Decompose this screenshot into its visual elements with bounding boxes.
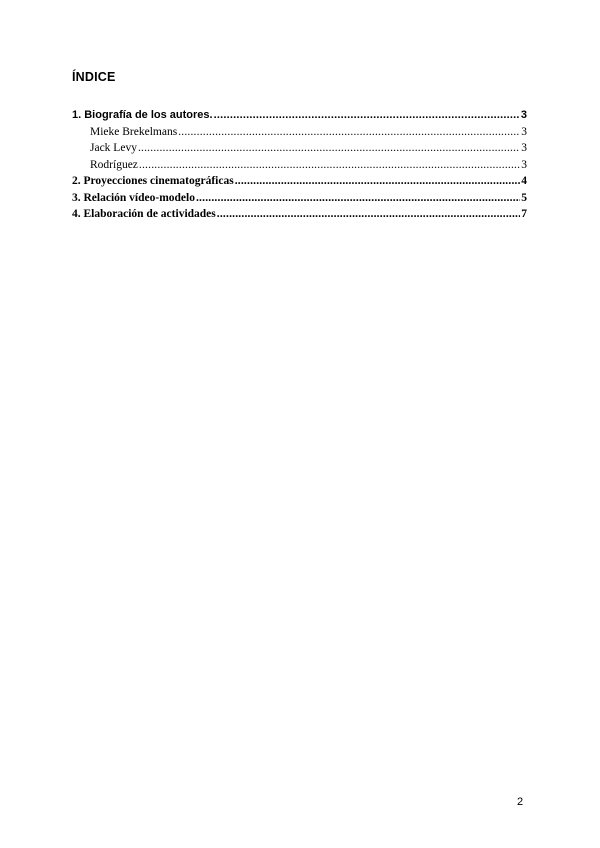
toc-entry-biografia[interactable] (72, 107, 527, 124)
toc-entry-title: 3. Relación vídeo-modelo (72, 191, 195, 204)
toc-heading: ÍNDICE (72, 70, 116, 84)
toc-entry-page: 3 (520, 109, 527, 121)
toc-entry-page: 3 (521, 125, 527, 138)
toc-dot-leader (138, 140, 520, 157)
toc-entry-title: Mieke Brekelmans (90, 125, 178, 138)
toc-entry-title: 2. Proyecciones cinematográficas (72, 175, 234, 187)
toc-entry-mieke-brekelmans[interactable] (72, 124, 527, 141)
toc-entry-page: 3 (521, 158, 527, 171)
toc-dot-leader (235, 173, 521, 190)
toc-entry-title: Rodríguez (90, 158, 138, 171)
toc-entry-page: 3 (521, 142, 527, 154)
toc-dot-leader (217, 206, 520, 223)
toc-entry-page: 4 (521, 175, 527, 187)
toc-entry-jack-levy[interactable] (72, 140, 527, 157)
toc-entry-elaboracion[interactable] (72, 206, 527, 223)
toc-entry-relacion[interactable] (72, 190, 527, 207)
toc-dot-leader (196, 190, 520, 207)
toc-entry-page: 7 (521, 208, 527, 220)
toc-entry-rodriguez[interactable] (72, 157, 527, 174)
toc-entry-proyecciones[interactable] (72, 173, 527, 190)
toc-dot-leader (139, 157, 520, 174)
table-of-contents (72, 107, 527, 223)
toc-entry-title: 1. Biografía de los autores. (72, 109, 213, 121)
toc-entry-page: 5 (521, 191, 527, 204)
toc-dot-leader (214, 107, 520, 124)
toc-entry-title: Jack Levy (90, 142, 137, 154)
page-number: 2 (517, 796, 524, 808)
toc-dot-leader (178, 124, 520, 141)
toc-entry-title: 4. Elaboración de actividades (72, 208, 216, 220)
